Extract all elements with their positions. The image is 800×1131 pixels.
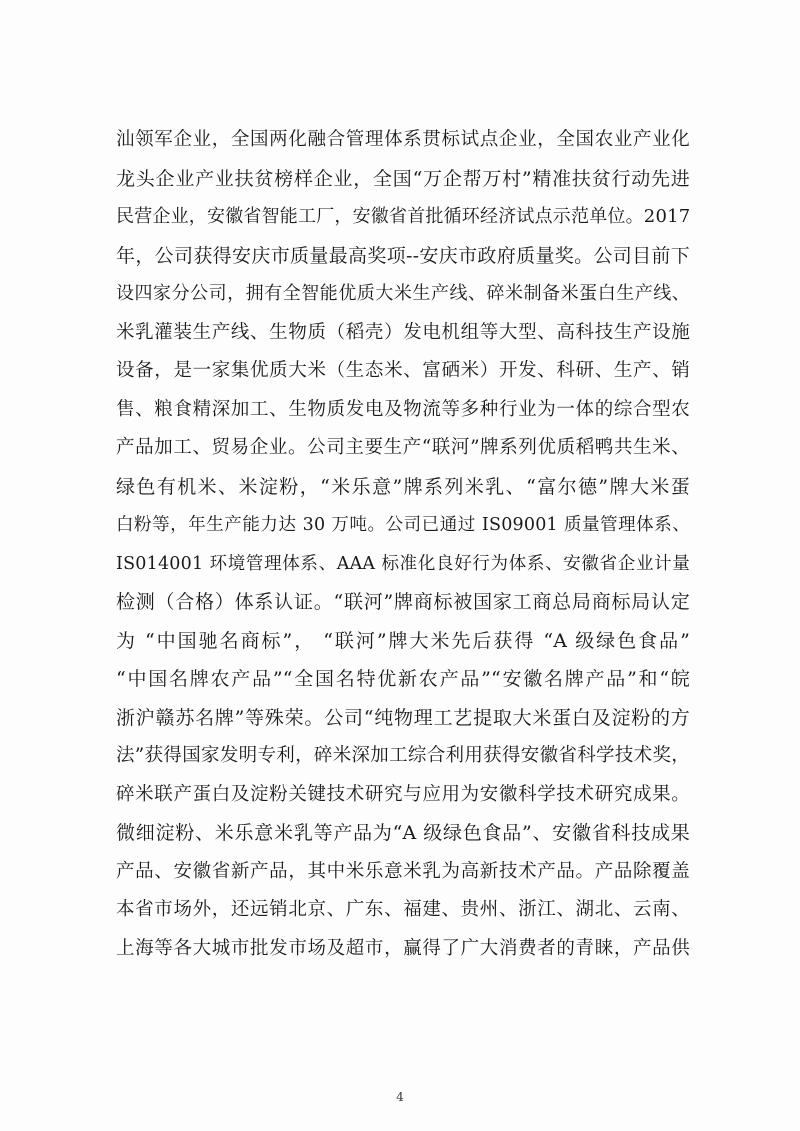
text-line: “中国名牌农产品”“全国名特优新农产品”“安徽名牌产品”和“皖 — [116, 668, 690, 690]
text-line: 碎米联产蛋白及淀粉关键技术研究与应用为安徽科学技术研究成果。 — [116, 783, 690, 805]
text-line: 设四家分公司，拥有全智能优质大米生产线、碎米制备米蛋白生产线、 — [116, 283, 690, 304]
text-line: 汕领军企业，全国两化融合管理体系贯标试点企业，全国农业产业化 — [116, 129, 690, 150]
text-line: 年，公司获得安庆市质量最高奖项--安庆市政府质量奖。公司目前下 — [116, 244, 690, 267]
text-line: 白粉等，年生产能力达 30 万吨。公司已通过 IS09001 质量管理体系、 — [116, 515, 690, 535]
text-line: 售、粮食精深加工、生物质发电及物流等多种行业为一体的综合型农 — [116, 398, 690, 420]
text-line: 产品加工、贸易企业。公司主要生产“联河”牌系列优质稻鸭共生米、 — [116, 437, 690, 458]
text-line: 上海等各大城市批发市场及超市，赢得了广大消费者的青睐，产品供 — [116, 937, 690, 959]
text-line: IS014001 环境管理体系、AAA 标准化良好行为体系、安徽省企业计量 — [116, 553, 690, 574]
text-line: 本省市场外，还远销北京、广东、福建、贵州、浙江、湖北、云南、 — [116, 899, 690, 920]
text-line: 民营企业，安徽省智能工厂，安徽省首批循环经济试点示范单位。2017 — [116, 206, 691, 227]
text-line: 绿色有机米、米淀粉，“米乐意”牌系列米乳、“富尔德”牌大米蛋 — [116, 475, 690, 498]
text-line: 为 “中国驰名商标”， “联河”牌大米先后获得 “A 级绿色食品” — [116, 629, 690, 652]
text-line: 产品、安徽省新产品，其中米乐意米乳为高新技术产品。产品除覆盖 — [116, 860, 690, 882]
body-text — [116, 121, 690, 968]
text-line: 米乳灌装生产线、生物质（稻壳）发电机组等大型、高科技生产设施 — [116, 321, 690, 343]
page-number: 4 — [396, 1090, 404, 1104]
text-line: 微细淀粉、米乐意米乳等产品为“A 级绿色食品”、安徽省科技成果 — [116, 822, 690, 844]
text-line: 龙头企业产业扶贫榜样企业，全国“万企帮万村”精准扶贫行动先进 — [116, 167, 690, 190]
text-line: 设备，是一家集优质大米（生态米、富硒米）开发、科研、生产、销 — [116, 360, 690, 381]
text-line: 检测（合格）体系认证。“联河”牌商标被国家工商总局商标局认定 — [116, 591, 690, 613]
text-line: 法”获得国家发明专利，碎米深加工综合利用获得安徽省科学技术奖， — [116, 745, 690, 766]
text-line: 浙沪赣苏名牌”等殊荣。公司“纯物理工艺提取大米蛋白及淀粉的方 — [116, 706, 690, 729]
